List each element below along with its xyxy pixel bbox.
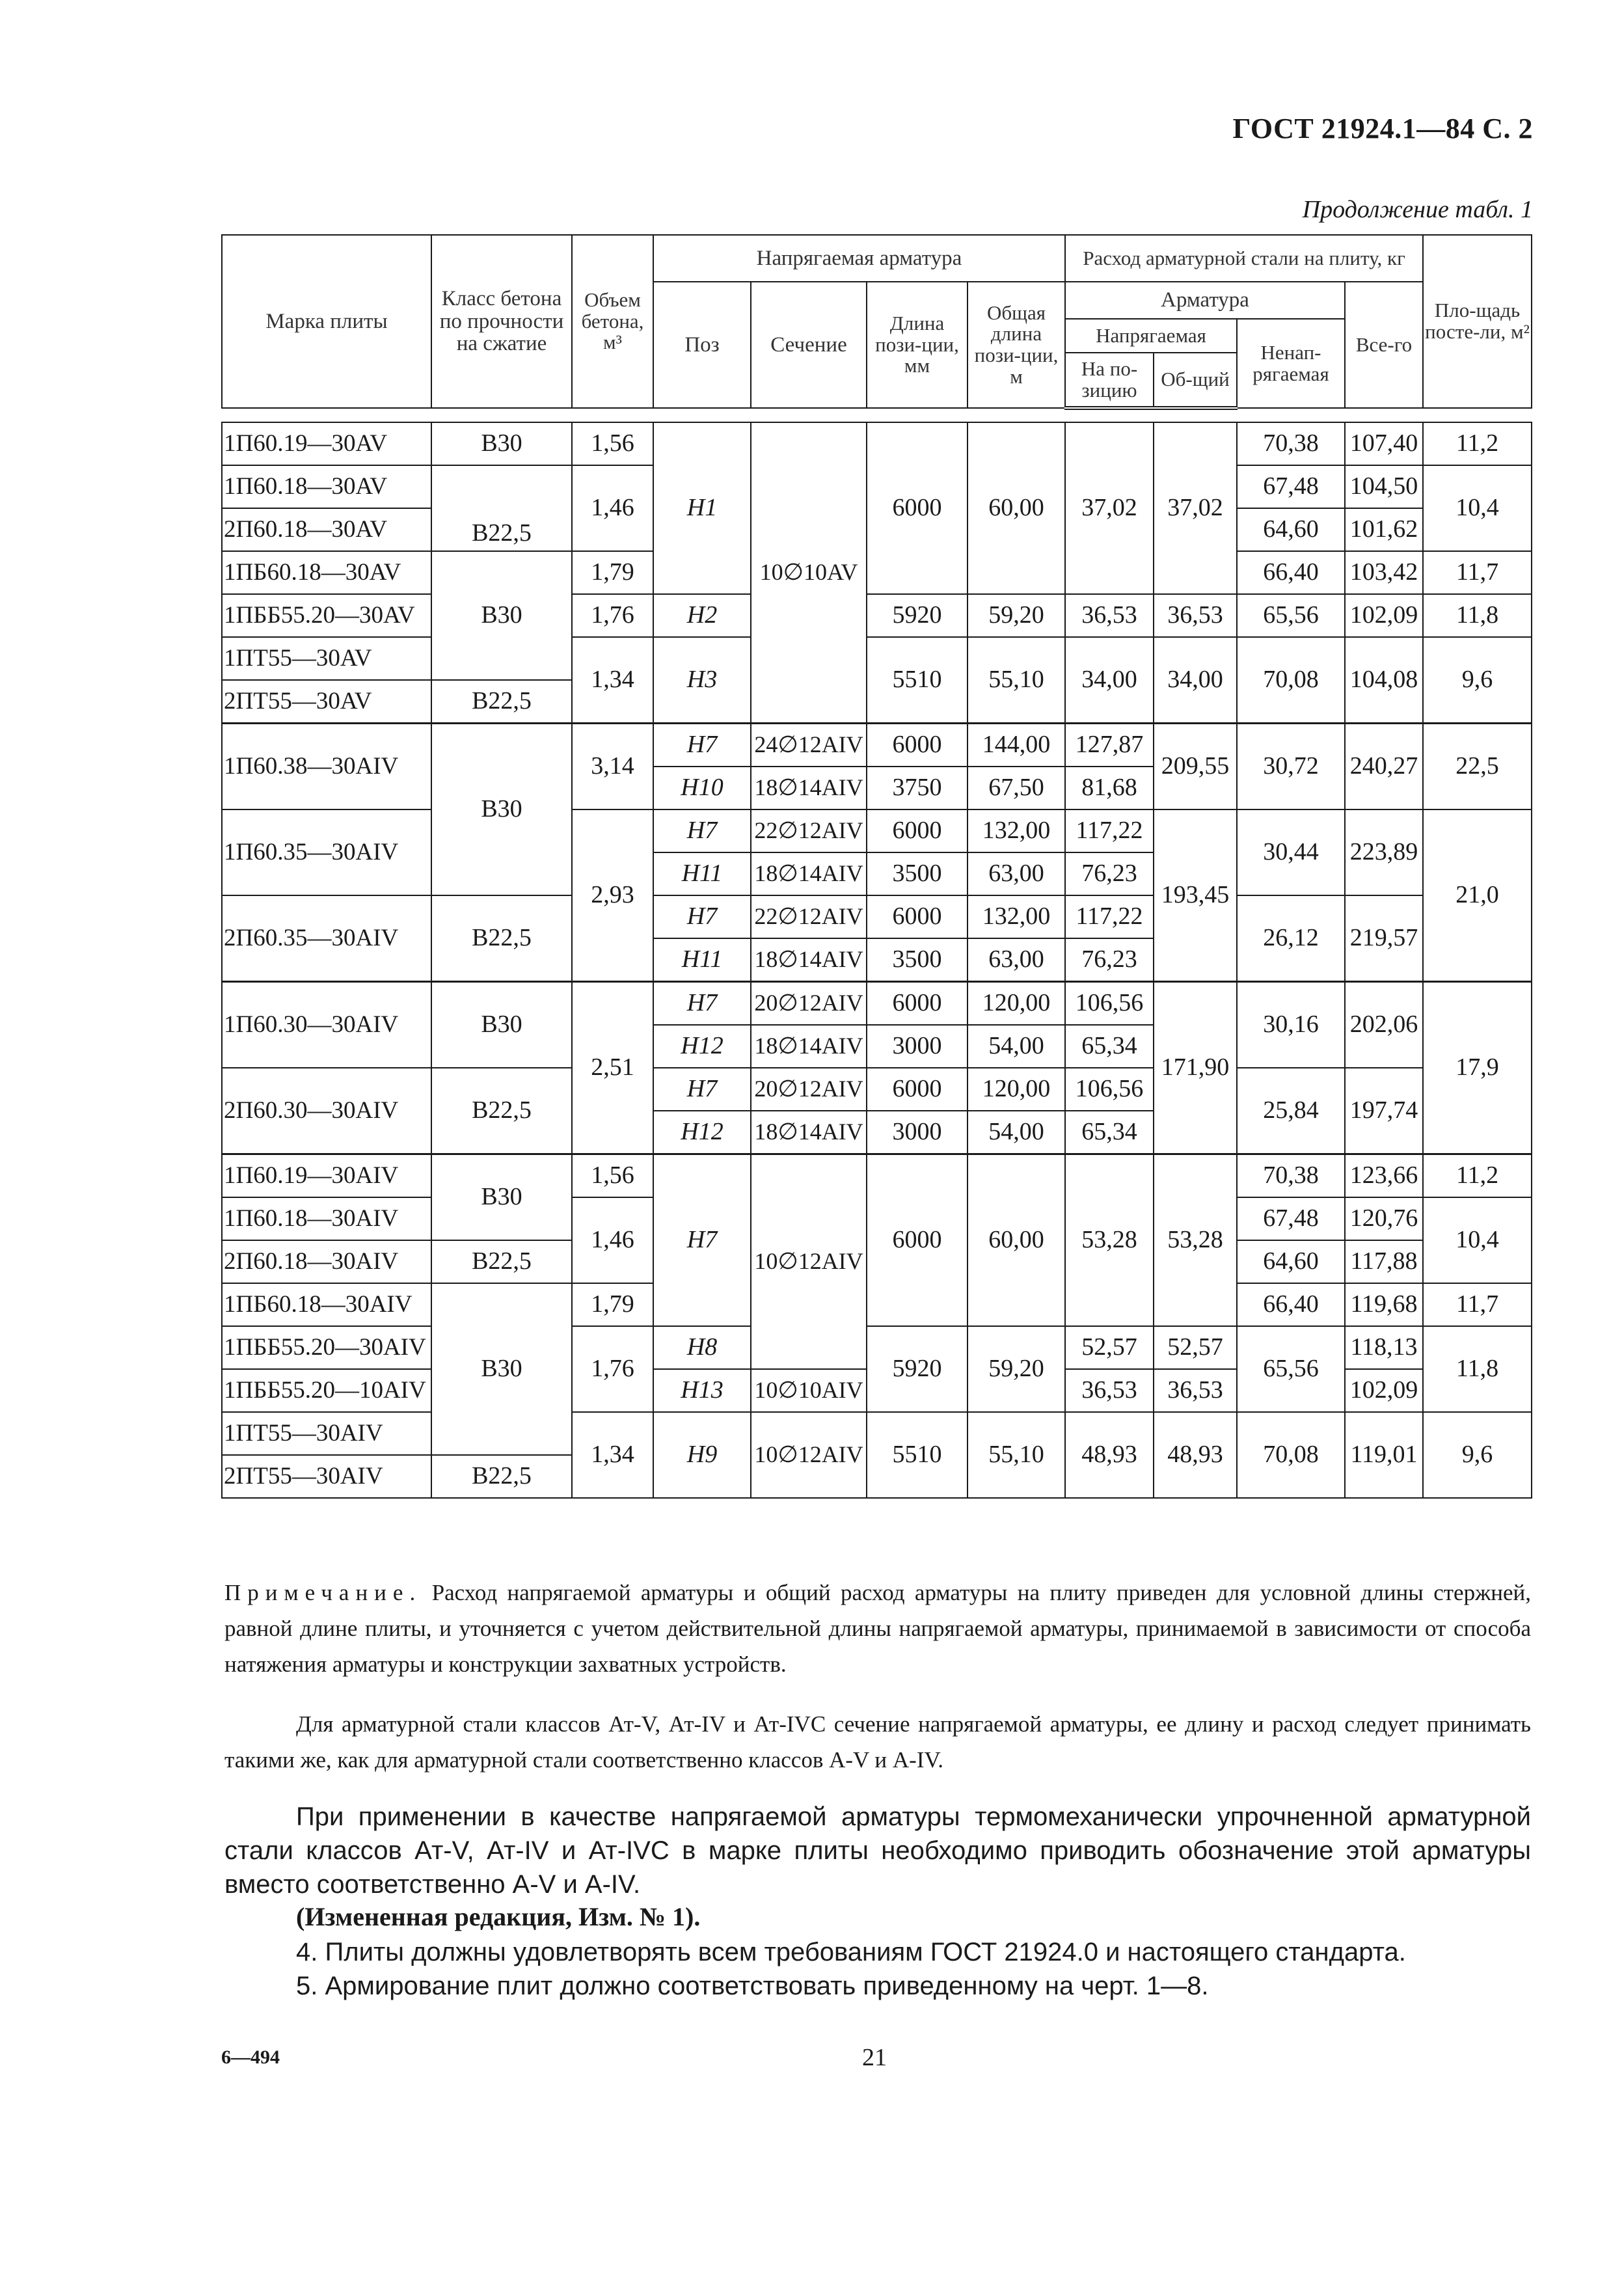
cell-pos: H10 <box>653 767 751 809</box>
cell-total-length: 60,00 <box>968 422 1065 594</box>
header-non-prestressed: Ненап-рягаемая <box>1237 319 1345 408</box>
cell-area: 11,8 <box>1423 1326 1532 1412</box>
cell-per-position: 36,53 <box>1065 594 1154 637</box>
page-header-title: ГОСТ 21924.1—84 С. 2 <box>1232 113 1533 144</box>
cell-total: 119,01 <box>1345 1412 1423 1498</box>
cell-total: 104,08 <box>1345 637 1423 724</box>
table-row <box>222 895 1532 938</box>
cell-section: 18∅14AIV <box>751 1025 867 1068</box>
body-paragraph: При применении в качестве напрягаемой арматуры термомеханически упрочненной арматурной стали классов Ат-V, Ат-IV и Ат-IVC в марке плиты необходимо приводить обозначение этой арматуры вместо соответственно A-V и A-IV. <box>224 1802 1531 1899</box>
cell-brand: 2П60.30—30AIV <box>222 1068 431 1154</box>
cell-total: 118,13 <box>1345 1326 1423 1369</box>
table-row <box>222 1412 1532 1455</box>
cell-non-prestressed: 70,38 <box>1237 1154 1345 1198</box>
cell-area: 11,2 <box>1423 1154 1532 1198</box>
table-row <box>222 982 1532 1026</box>
cell-volume: 1,34 <box>572 637 653 724</box>
header-area: Пло-щадь посте-ли, м² <box>1423 235 1532 408</box>
cell-length: 6000 <box>867 895 968 938</box>
cell-brand: 1П60.35—30AIV <box>222 809 431 895</box>
amendment-note: (Измененная редакция, Изм. № 1). <box>296 1902 701 1931</box>
page-number: 21 <box>862 2044 887 2071</box>
cell-total: 117,88 <box>1345 1240 1423 1283</box>
cell-length: 6000 <box>867 1154 968 1327</box>
cell-area: 21,0 <box>1423 809 1532 982</box>
cell-section: 18∅14AIV <box>751 1111 867 1154</box>
cell-length: 6000 <box>867 982 968 1026</box>
cell-non-prestressed: 25,84 <box>1237 1068 1345 1154</box>
cell-total-length: 63,00 <box>968 938 1065 982</box>
cell-common: 48,93 <box>1154 1412 1237 1498</box>
cell-pos: H13 <box>653 1369 751 1412</box>
cell-total-length: 54,00 <box>968 1111 1065 1154</box>
cell-total: 104,50 <box>1345 465 1423 508</box>
cell-brand: 1ПБ60.18—30AIV <box>222 1283 431 1326</box>
note-text-1: Расход напрягаемой арматуры и общий расход арматуры на плиту приведен для условной длины стержней, равной длине плиты, и уточняется с учетом действительной длины напрягаемой арматуры, принимаемой в зависимости от способа натяжения арматуры и конструкции захватных устройств. <box>224 1580 1532 1677</box>
table-row <box>222 1068 1532 1111</box>
cell-common: 37,02 <box>1154 422 1237 594</box>
cell-non-prestressed: 70,38 <box>1237 422 1345 465</box>
cell-length: 3750 <box>867 767 968 809</box>
cell-volume: 1,79 <box>572 1283 653 1326</box>
cell-section: 18∅14AIV <box>751 852 867 895</box>
cell-length: 5510 <box>867 637 968 724</box>
cell-class: B30 <box>431 982 572 1068</box>
cell-brand: 1П60.38—30AIV <box>222 724 431 810</box>
cell-pos: H7 <box>653 1068 751 1111</box>
cell-area: 10,4 <box>1423 1197 1532 1283</box>
cell-length: 5510 <box>867 1412 968 1498</box>
cell-volume: 1,76 <box>572 1326 653 1412</box>
header-common: Об-щий <box>1154 353 1237 408</box>
cell-per-position: 81,68 <box>1065 767 1154 809</box>
header-length: Длина пози-ции, мм <box>867 282 968 408</box>
cell-total: 223,89 <box>1345 809 1423 895</box>
cell-class: B22,5 <box>431 895 572 982</box>
cell-total-length: 60,00 <box>968 1154 1065 1327</box>
cell-length: 6000 <box>867 422 968 594</box>
cell-non-prestressed: 66,40 <box>1237 551 1345 594</box>
cell-length: 6000 <box>867 1068 968 1111</box>
cell-common: 193,45 <box>1154 809 1237 982</box>
cell-per-position: 76,23 <box>1065 852 1154 895</box>
cell-brand: 2ПТ55—30AIV <box>222 1455 431 1498</box>
header-pos: Поз <box>653 282 751 408</box>
cell-area: 11,7 <box>1423 1283 1532 1326</box>
cell-section: 10∅12AIV <box>751 1154 867 1370</box>
header-steel-use: Расход арматурной стали на плиту, кг <box>1065 235 1423 282</box>
header-prestressed-sub: Напрягаемая <box>1065 319 1237 353</box>
cell-total-length: 59,20 <box>968 1326 1065 1412</box>
cell-common: 53,28 <box>1154 1154 1237 1327</box>
cell-per-position: 53,28 <box>1065 1154 1154 1327</box>
table-row <box>222 724 1532 767</box>
header-total-length: Общая длина пози-ции, м <box>968 282 1065 408</box>
cell-class: B22,5 <box>431 680 572 724</box>
cell-total: 102,09 <box>1345 594 1423 637</box>
cell-per-position: 127,87 <box>1065 724 1154 767</box>
cell-area: 9,6 <box>1423 637 1532 724</box>
cell-area: 17,9 <box>1423 982 1532 1154</box>
cell-section: 10∅12AIV <box>751 1412 867 1498</box>
cell-class: B30 <box>431 551 572 680</box>
cell-brand: 2П60.18—30AV <box>222 508 431 551</box>
cell-per-position: 34,00 <box>1065 637 1154 724</box>
cell-total-length: 55,10 <box>968 1412 1065 1498</box>
cell-total: 120,76 <box>1345 1197 1423 1240</box>
cell-pos: H12 <box>653 1025 751 1068</box>
cell-non-prestressed: 65,56 <box>1237 1326 1345 1412</box>
cell-total-length: 120,00 <box>968 982 1065 1026</box>
cell-per-position: 52,57 <box>1065 1326 1154 1369</box>
clause-4: 4. Плиты должны удовлетворять всем требованиям ГОСТ 21924.0 и настоящего стандарта. <box>296 1938 1406 1966</box>
cell-brand: 1ПБ60.18—30AV <box>222 551 431 594</box>
table-row <box>222 809 1532 852</box>
cell-common: 171,90 <box>1154 982 1237 1154</box>
cell-section: 24∅12AIV <box>751 724 867 767</box>
cell-pos: H11 <box>653 852 751 895</box>
cell-volume: 3,14 <box>572 724 653 810</box>
cell-total: 101,62 <box>1345 508 1423 551</box>
header-prestressed: Напрягаемая арматура <box>653 235 1065 282</box>
cell-volume: 2,51 <box>572 982 653 1154</box>
cell-area: 10,4 <box>1423 465 1532 551</box>
cell-class: B30 <box>431 724 572 896</box>
cell-volume: 1,79 <box>572 551 653 594</box>
table-note <box>224 1575 1531 1682</box>
header-concrete-class: Класс бетона по прочности на сжатие <box>431 235 572 408</box>
cell-brand: 1П60.30—30AIV <box>222 982 431 1068</box>
cell-section: 10∅10AIV <box>751 1369 867 1412</box>
cell-total-length: 144,00 <box>968 724 1065 767</box>
cell-class: B22,5 <box>431 465 572 551</box>
cell-length: 3000 <box>867 1111 968 1154</box>
clause-5: 5. Армирование плит должно соответствовать приведенному на черт. 1—8. <box>296 1972 1209 2000</box>
cell-section: 22∅12AIV <box>751 895 867 938</box>
note-label: Примечание. <box>224 1580 422 1605</box>
cell-total: 102,09 <box>1345 1369 1423 1412</box>
cell-pos: H3 <box>653 637 751 724</box>
cell-total: 119,68 <box>1345 1283 1423 1326</box>
cell-per-position: 48,93 <box>1065 1412 1154 1498</box>
cell-class: B22,5 <box>431 1240 572 1283</box>
cell-volume: 1,46 <box>572 465 653 551</box>
cell-length: 5920 <box>867 1326 968 1412</box>
cell-pos: H9 <box>653 1412 751 1498</box>
cell-per-position: 36,53 <box>1065 1369 1154 1412</box>
cell-common: 36,53 <box>1154 1369 1237 1412</box>
cell-class: B22,5 <box>431 1455 572 1498</box>
cell-common: 34,00 <box>1154 637 1237 724</box>
cell-length: 3500 <box>867 852 968 895</box>
cell-non-prestressed: 26,12 <box>1237 895 1345 982</box>
cell-length: 3500 <box>867 938 968 982</box>
cell-brand: 1П60.18—30AIV <box>222 1197 431 1240</box>
note-text-2: Для арматурной стали классов Ат-V, Ат-IV и Ат-IVC сечение напрягаемой арматуры, ее длину и расход следует принимать такими же, как для арматурной стали соответственно классов A-V и A-IV. <box>224 1711 1531 1773</box>
cell-per-position: 117,22 <box>1065 895 1154 938</box>
table-row <box>222 637 1532 680</box>
cell-common: 36,53 <box>1154 594 1237 637</box>
cell-brand: 1П60.18—30AV <box>222 465 431 508</box>
cell-pos: H7 <box>653 895 751 938</box>
cell-per-position: 117,22 <box>1065 809 1154 852</box>
cell-total-length: 55,10 <box>968 637 1065 724</box>
cell-brand: 1П60.19—30AIV <box>222 1154 431 1198</box>
cell-total-length: 54,00 <box>968 1025 1065 1068</box>
cell-total: 123,66 <box>1345 1154 1423 1198</box>
cell-brand: 2П60.18—30AIV <box>222 1240 431 1283</box>
cell-class: B22,5 <box>431 1068 572 1154</box>
table-body <box>222 408 1532 1498</box>
cell-pos: H8 <box>653 1326 751 1369</box>
cell-total: 202,06 <box>1345 982 1423 1068</box>
cell-per-position: 37,02 <box>1065 422 1154 594</box>
table-row <box>222 1154 1532 1198</box>
cell-section: 20∅12AIV <box>751 1068 867 1111</box>
cell-area: 11,7 <box>1423 551 1532 594</box>
cell-brand: 2ПТ55—30AV <box>222 680 431 724</box>
cell-non-prestressed: 30,16 <box>1237 982 1345 1068</box>
table-continuation-label: Продолжение табл. 1 <box>1302 196 1533 223</box>
header-volume: Объем бетона, м³ <box>572 235 653 408</box>
cell-section: 22∅12AIV <box>751 809 867 852</box>
cell-per-position: 65,34 <box>1065 1025 1154 1068</box>
cell-total: 197,74 <box>1345 1068 1423 1154</box>
cell-total: 103,42 <box>1345 551 1423 594</box>
cell-non-prestressed: 70,08 <box>1237 1412 1345 1498</box>
table-row <box>222 1326 1532 1369</box>
cell-total-length: 132,00 <box>968 809 1065 852</box>
cell-area: 11,2 <box>1423 422 1532 465</box>
cell-non-prestressed: 30,44 <box>1237 809 1345 895</box>
header-per-position: На по-зицию <box>1065 353 1154 408</box>
cell-pos: H7 <box>653 809 751 852</box>
cell-volume: 2,93 <box>572 809 653 982</box>
cell-brand: 1П60.19—30AV <box>222 422 431 465</box>
cell-total-length: 132,00 <box>968 895 1065 938</box>
reinforcement-table <box>221 234 1532 1499</box>
cell-common: 52,57 <box>1154 1326 1237 1369</box>
header-reinforcement: Арматура <box>1065 282 1345 319</box>
cell-brand: 1ПТ55—30AIV <box>222 1412 431 1455</box>
cell-pos: H11 <box>653 938 751 982</box>
cell-volume: 1,56 <box>572 422 653 465</box>
table-header <box>222 235 1532 408</box>
cell-area: 9,6 <box>1423 1412 1532 1498</box>
cell-volume: 1,46 <box>572 1197 653 1283</box>
cell-brand: 2П60.35—30AIV <box>222 895 431 982</box>
cell-pos: H2 <box>653 594 751 637</box>
cell-per-position: 106,56 <box>1065 982 1154 1026</box>
cell-non-prestressed: 64,60 <box>1237 1240 1345 1283</box>
table-row <box>222 594 1532 637</box>
cell-per-position: 76,23 <box>1065 938 1154 982</box>
cell-class: B30 <box>431 1283 572 1455</box>
header-total: Все-го <box>1345 282 1423 408</box>
cell-section: 10∅10AV <box>751 422 867 724</box>
cell-brand: 1ПББ55.20—30AIV <box>222 1326 431 1369</box>
cell-section: 20∅12AIV <box>751 982 867 1026</box>
cell-total: 240,27 <box>1345 724 1423 810</box>
header-section: Сечение <box>751 282 867 408</box>
cell-pos: H1 <box>653 422 751 594</box>
cell-total-length: 63,00 <box>968 852 1065 895</box>
cell-length: 6000 <box>867 809 968 852</box>
cell-total-length: 67,50 <box>968 767 1065 809</box>
cell-class: B30 <box>431 422 572 465</box>
cell-volume: 1,56 <box>572 1154 653 1198</box>
cell-brand: 1ПТ55—30AV <box>222 637 431 680</box>
cell-non-prestressed: 67,48 <box>1237 1197 1345 1240</box>
cell-common: 209,55 <box>1154 724 1237 810</box>
cell-non-prestressed: 67,48 <box>1237 465 1345 508</box>
cell-length: 6000 <box>867 724 968 767</box>
header-brand: Марка плиты <box>222 235 431 408</box>
cell-per-position: 65,34 <box>1065 1111 1154 1154</box>
cell-length: 3000 <box>867 1025 968 1068</box>
cell-pos: H7 <box>653 982 751 1026</box>
cell-class: B30 <box>431 1154 572 1241</box>
cell-volume: 1,34 <box>572 1412 653 1498</box>
cell-non-prestressed: 70,08 <box>1237 637 1345 724</box>
cell-section: 18∅14AIV <box>751 767 867 809</box>
cell-total: 219,57 <box>1345 895 1423 982</box>
cell-total: 107,40 <box>1345 422 1423 465</box>
print-code: 6—494 <box>221 2046 280 2068</box>
cell-total-length: 59,20 <box>968 594 1065 637</box>
cell-non-prestressed: 65,56 <box>1237 594 1345 637</box>
cell-brand: 1ПББ55.20—10AIV <box>222 1369 431 1412</box>
cell-non-prestressed: 66,40 <box>1237 1283 1345 1326</box>
cell-pos: H12 <box>653 1111 751 1154</box>
cell-pos: H7 <box>653 1154 751 1327</box>
cell-length: 5920 <box>867 594 968 637</box>
cell-section: 18∅14AIV <box>751 938 867 982</box>
cell-area: 11,8 <box>1423 594 1532 637</box>
cell-brand: 1ПББ55.20—30AV <box>222 594 431 637</box>
cell-volume: 1,76 <box>572 594 653 637</box>
cell-pos: H7 <box>653 724 751 767</box>
table-row <box>222 422 1532 465</box>
cell-total-length: 120,00 <box>968 1068 1065 1111</box>
cell-non-prestressed: 30,72 <box>1237 724 1345 810</box>
cell-non-prestressed: 64,60 <box>1237 508 1345 551</box>
cell-per-position: 106,56 <box>1065 1068 1154 1111</box>
cell-area: 22,5 <box>1423 724 1532 810</box>
